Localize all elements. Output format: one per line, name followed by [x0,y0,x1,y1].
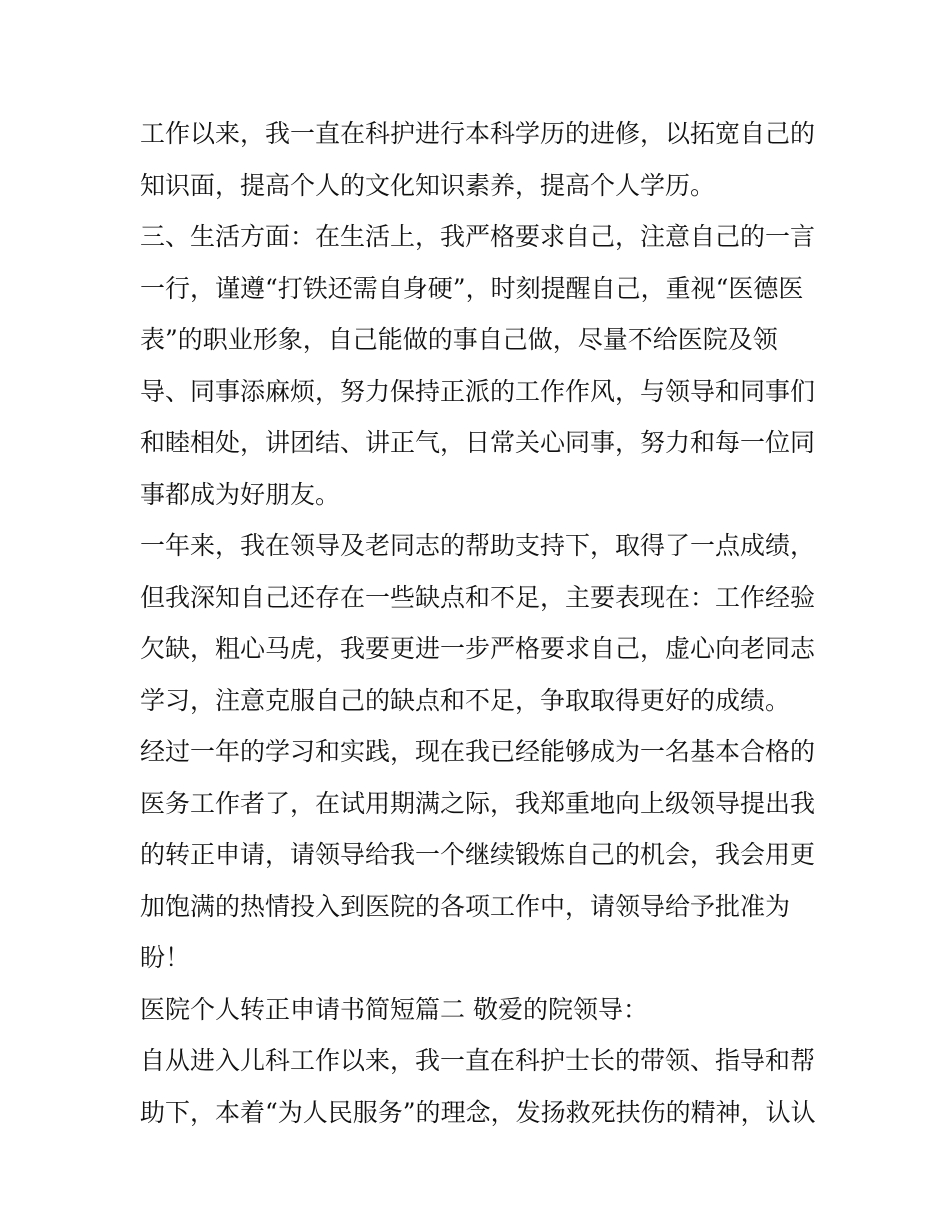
text-line: 助下，本着“为人民服务”的理念，发扬救死扶伤的精神，认认 [140,1097,816,1127]
text-line: 经过一年的学习和实践，现在我已经能够成为一名基本合格的 [140,737,816,766]
text-line: 但我深知自己还存在一些缺点和不足，主要表现在：工作经验 [140,582,816,612]
text-line: 和睦相处，讲团结、讲正气，日常关心同事，努力和每一位同 [140,428,816,457]
text-line: 事都成为好朋友。 [140,479,341,509]
text-line: 盼！ [140,943,191,972]
text-line: 加饱满的热情投入到医院的各项工作中，请领导给予批准为 [140,891,791,921]
text-line: 医务工作者了，在试用期满之际，我郑重地向上级领导提出我 [140,788,816,818]
text-line: 表”的职业形象，自己能做的事自己做，尽量不给医院及领 [140,325,778,354]
text-line: 一行，谨遵“打铁还需自身硬”，时刻提醒自己，重视“医德医 [140,273,804,303]
text-line: 学习，注意克服自己的缺点和不足，争取取得更好的成绩。 [140,685,791,715]
text-line: 工作以来，我一直在科护进行本科学历的进修，以拓宽自己的 [140,119,816,148]
text-line: 知识面，提高个人的文化知识素养，提高个人学历。 [140,170,716,200]
text-line: 一年来，我在领导及老同志的帮助支持下，取得了一点成绩， [140,531,816,560]
text-line: 自从进入儿科工作以来，我一直在科护士长的带领、指导和帮 [140,1046,816,1075]
text-line: 的转正申请，请领导给我一个继续锻炼自己的机会，我会用更 [140,840,816,869]
text-line: 三、生活方面：在生活上，我严格要求自己，注意自己的一言 [140,222,816,251]
section-heading: 医院个人转正申请书简短篇二 敬爱的院领导： [140,994,648,1024]
text-line: 导、同事添麻烦，努力保持正派的工作作风，与领导和同事们 [140,376,816,406]
text-line: 欠缺，粗心马虎，我要更进一步严格要求自己，虚心向老同志 [140,634,816,663]
document-body [140,108,820,1138]
